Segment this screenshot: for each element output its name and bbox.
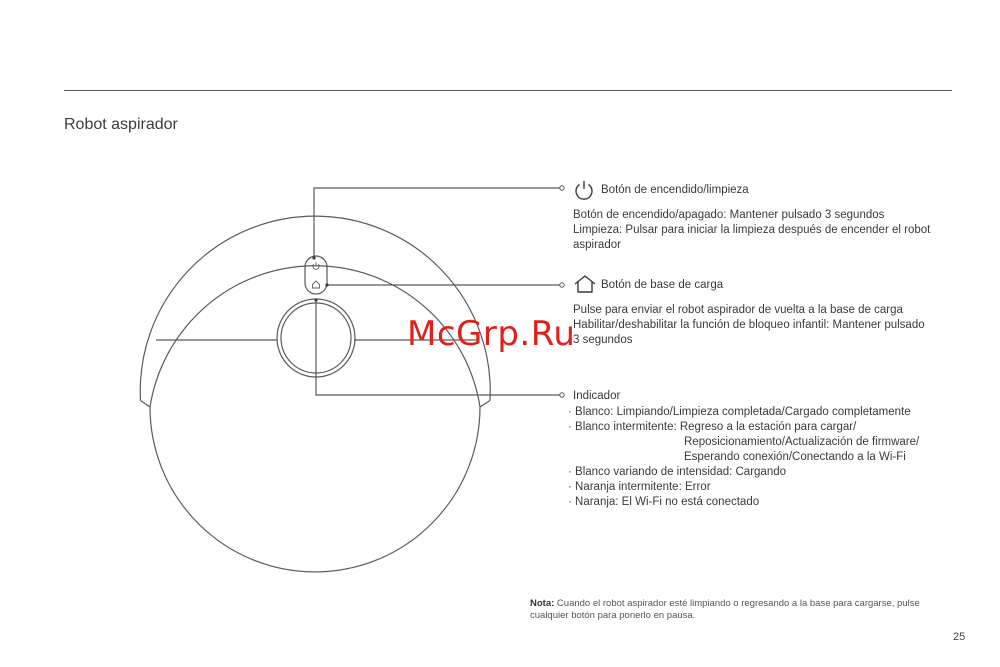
dock-line-3: 3 segundos [573, 334, 633, 346]
robot-bumper-outline [141, 401, 491, 572]
power-anchor-dot [312, 256, 315, 259]
dock-anchor-dot [325, 283, 328, 286]
callout-power-dot [560, 186, 564, 190]
callout-indicator-dot [560, 393, 564, 397]
indicator-line-1: · Blanco: Limpiando/Limpieza completada/Cargado completamente [568, 406, 911, 418]
indicator-line-7: · Naranja: El Wi-Fi no está conectado [568, 496, 760, 508]
watermark: McGrp.Ru [407, 314, 576, 354]
power-icon [573, 179, 595, 201]
note [530, 598, 920, 622]
indicator-title: Indicador [573, 390, 621, 402]
indicator-line-5: · Blanco variando de intensidad: Cargando [568, 466, 787, 478]
panel-home-icon [313, 281, 320, 288]
note-text-1: Cuando el robot aspirador esté limpiando o regresando a la base para cargarse, pulse [556, 598, 920, 609]
callout-power-line [314, 188, 560, 258]
power-line-3: aspirador [573, 239, 621, 251]
note-label: Nota: [530, 598, 555, 609]
dock-title: Botón de base de carga [601, 279, 724, 291]
dock-line-1: Pulse para enviar el robot aspirador de vuelta a la base de carga [573, 304, 903, 316]
indicator-line-3: Reposicionamiento/Actualización de firmware/ [684, 436, 920, 448]
dock-line-2: Habilitar/deshabilitar la función de bloqueo infantil: Mantener pulsado [573, 319, 925, 331]
note-text-2: cualquier botón para ponerlo en pausa. [530, 610, 696, 621]
home-icon [573, 274, 597, 294]
indicator-anchor-dot [314, 298, 317, 301]
note-line-1 [530, 598, 920, 610]
section-title: Robot aspirador [64, 116, 178, 133]
page-number: 25 [953, 631, 966, 643]
power-line-1: Botón de encendido/apagado: Mantener pulsado 3 segundos [573, 209, 885, 221]
indicator-line-2: · Blanco intermitente: Regreso a la estación para cargar/ [568, 421, 857, 433]
indicator-line-6: · Naranja intermitente: Error [568, 481, 711, 493]
power-line-2: Limpieza: Pulsar para iniciar la limpieza después de encender el robot [573, 224, 931, 236]
indicator-line-4: Esperando conexión/Conectando a la Wi-Fi [684, 451, 906, 463]
power-title: Botón de encendido/limpieza [601, 184, 749, 196]
callout-dock-dot [560, 283, 564, 287]
